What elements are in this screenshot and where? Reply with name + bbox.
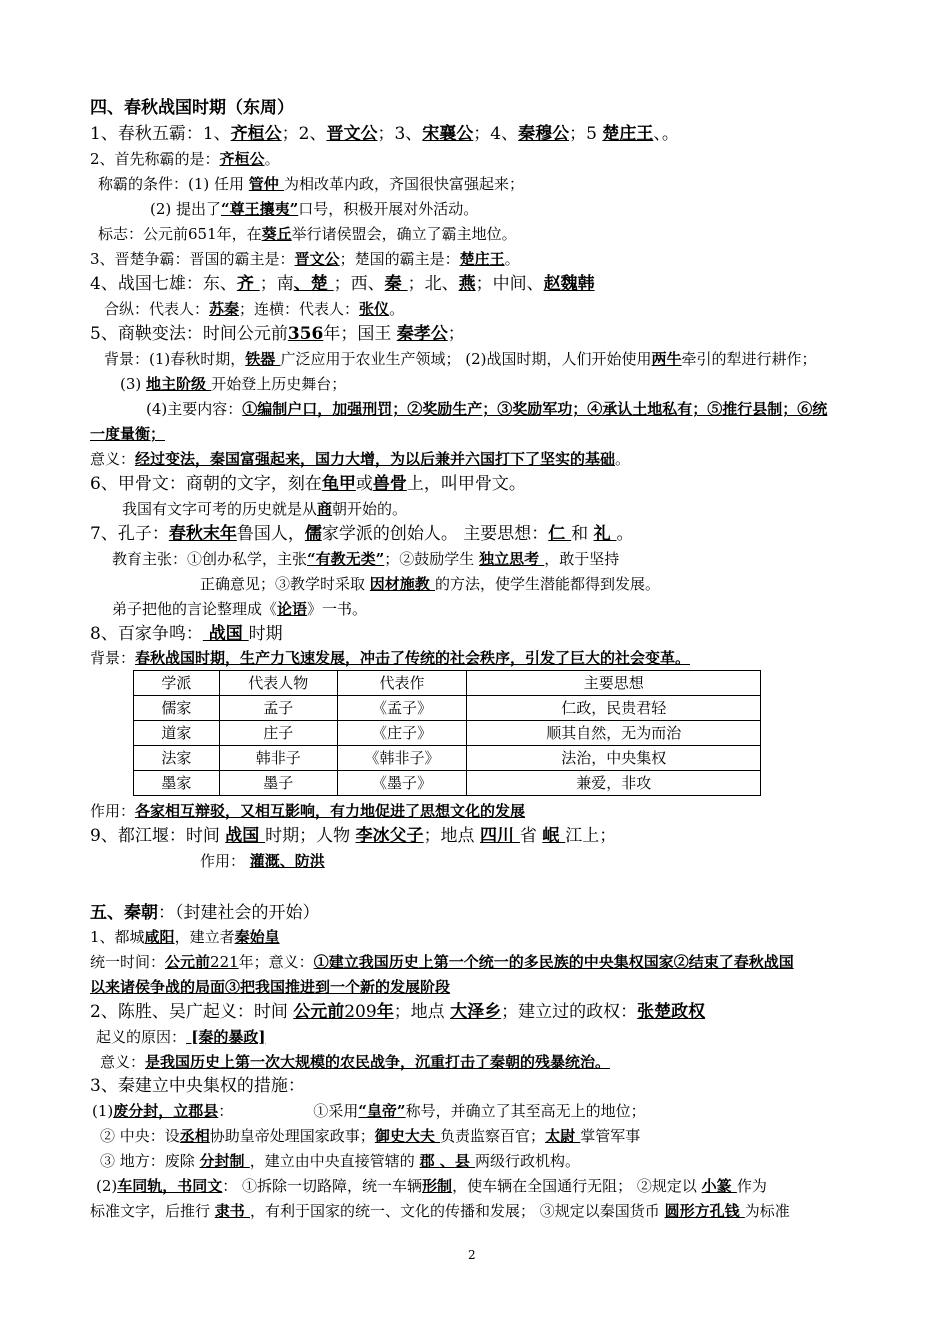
text: 负责监察百官； xyxy=(440,1127,546,1145)
text: 正确意见；③教学时采取 xyxy=(200,575,370,593)
table-header: 代表人物 xyxy=(219,671,337,696)
table-cell: 法治，中央集权 xyxy=(467,746,761,771)
line-standardization-cont xyxy=(90,1201,790,1221)
text: ；5 xyxy=(569,124,603,144)
line-sign xyxy=(98,224,517,244)
answer: 209 xyxy=(344,1002,377,1022)
line-capital xyxy=(90,927,280,947)
answer: 战国 xyxy=(225,826,266,846)
text: 标志：公元前651年，在 xyxy=(98,225,262,243)
line-dujiangyan xyxy=(90,826,616,846)
answer: 圆形方孔钱 xyxy=(664,1202,745,1220)
text: ；连横：代表人： xyxy=(239,300,360,318)
text: 年；意义： xyxy=(238,953,314,971)
table-row xyxy=(134,771,761,796)
text: ；中间、 xyxy=(475,274,544,294)
line-oracle-bone xyxy=(90,474,526,494)
answer: 隶书 xyxy=(214,1202,251,1220)
text: 弟子把他的言论整理成《 xyxy=(112,600,278,618)
text: 时期 xyxy=(248,624,283,644)
text: 口号，积极开展对外活动。 xyxy=(298,200,479,218)
text: 为标准 xyxy=(744,1202,790,1220)
answer: 管仲 xyxy=(248,175,285,193)
text: ；②鼓励学生 xyxy=(384,550,480,568)
answer: 赵魏韩 xyxy=(543,274,595,294)
line-commandery xyxy=(92,1101,646,1121)
text: 朝开始的。 xyxy=(332,500,408,518)
text: 称号，并确立了其至高无上的地位； xyxy=(405,1102,646,1120)
text: 。 xyxy=(616,524,634,544)
table-header: 学派 xyxy=(134,671,220,696)
answer: 春秋战国时期，生产力飞速发展，冲击了传统的社会秩序，引发了巨大的社会变革。 xyxy=(135,649,691,667)
text: ，建立者 xyxy=(174,928,235,946)
table-header: 主要思想 xyxy=(467,671,761,696)
text: ③ 地方：废除 xyxy=(100,1152,200,1170)
text: 作为 xyxy=(736,1177,767,1195)
text: (3) xyxy=(120,375,147,393)
answer: 张仪 xyxy=(359,300,390,318)
table-cell: 墨家 xyxy=(134,771,220,796)
answer: 龟甲 xyxy=(321,474,356,494)
text: 作用： xyxy=(200,852,250,870)
text: 开始登上历史舞台； xyxy=(211,375,347,393)
answer: 齐 xyxy=(236,274,260,294)
text: (2) 提出了 xyxy=(150,200,222,218)
answer: 咸阳 xyxy=(144,928,175,946)
text: ；西、 xyxy=(333,274,385,294)
text: 上，叫甲骨文。 xyxy=(406,474,526,494)
text: 。 xyxy=(504,250,520,268)
answer: 春秋末年 xyxy=(168,524,237,544)
schools-table xyxy=(133,670,761,796)
answer: 地主阶级 xyxy=(146,375,212,393)
answer: 以来诸侯争战的局面③把我国推进到一个新的发展阶段 xyxy=(90,978,451,996)
table-cell: 《韩非子》 xyxy=(337,746,467,771)
text: ①采用 xyxy=(313,1102,359,1120)
table-cell: 法家 xyxy=(134,746,220,771)
text: ；3、 xyxy=(377,124,423,144)
line-uprising-meaning xyxy=(100,1052,610,1072)
text: 意义： xyxy=(90,450,136,468)
text: 9、都江堰：时间 xyxy=(90,826,226,846)
table-cell: 《孟子》 xyxy=(337,696,467,721)
text: 6、甲骨文：商朝的文字，刻在 xyxy=(90,474,322,494)
text: 称霸的条件：(1) 任用 xyxy=(98,175,249,193)
line-hundred-schools xyxy=(90,624,283,644)
answer: 儒 xyxy=(304,524,322,544)
answer: 因材施教 xyxy=(369,575,436,593)
text: 时期；人物 xyxy=(265,826,356,846)
text: 3、秦建立中央集权的措施： xyxy=(90,1076,305,1096)
answer: 县 xyxy=(454,1152,476,1170)
text: 2、陈胜、吴广起义：时间 xyxy=(90,1002,294,1022)
text: 标准文字，后推行 xyxy=(90,1202,215,1220)
table-cell: 《庄子》 xyxy=(337,721,467,746)
table-row xyxy=(134,696,761,721)
line-central-gov xyxy=(100,1126,640,1146)
text: 意义： xyxy=(100,1053,146,1071)
text: 教育主张：①创办私学，主张 xyxy=(112,550,308,568)
answer: “尊王攘夷” xyxy=(221,200,299,218)
answer: 晋文公 xyxy=(294,250,340,268)
answer: 李冰父子 xyxy=(355,826,424,846)
table-cell: 庄子 xyxy=(219,721,337,746)
answer: ①建立我国历史上第一个统一的多民族的中央集权国家②结束了春秋战国 xyxy=(313,953,794,971)
line-conditions xyxy=(98,174,524,194)
text: 省 xyxy=(519,826,543,846)
text: ；南 xyxy=(259,274,294,294)
line-landlord xyxy=(120,374,346,394)
answer: 礼 xyxy=(593,524,617,544)
line-unification-cont xyxy=(90,977,450,997)
answer: ①编制户口，加强刑罚；②奖励生产；③奖励军功；④承认土地私有；⑤推行县制；⑥统 xyxy=(242,400,828,418)
text: 。 xyxy=(264,150,280,168)
section-title: 五、秦朝 xyxy=(90,903,158,923)
line-shang-yang xyxy=(90,324,465,344)
answer: 葵丘 xyxy=(261,225,292,243)
table-header-row xyxy=(134,671,761,696)
text: 1、春秋五霸：1、 xyxy=(90,124,231,144)
line-jin-chu xyxy=(90,249,520,269)
answer: 齐桓公 xyxy=(219,150,265,168)
table-cell: 儒家 xyxy=(134,696,220,721)
text: ： ①拆除一切路障，统一车辆 xyxy=(222,1177,423,1195)
text: 3、晋楚争霸：晋国的霸主是： xyxy=(90,250,295,268)
answer: 年 xyxy=(376,1002,394,1022)
text: ，使车辆在全国通行无阻； ②规定以 xyxy=(452,1177,702,1195)
text: ② 中央：设 xyxy=(100,1127,180,1145)
text: 4、战国七雄：东、 xyxy=(90,274,237,294)
answer: 秦穆公 xyxy=(518,124,570,144)
answer: 两牛 xyxy=(651,350,682,368)
answer: 各家相互辩驳，又相互影响，有力地促进了思想文化的发展 xyxy=(135,802,526,820)
text: 广泛应用于农业生产领域； (2)战国时期，人们开始使用 xyxy=(280,350,652,368)
answer: 秦 xyxy=(384,274,408,294)
answer: 苏秦 xyxy=(209,300,240,318)
answer: 车同轨，书同文 xyxy=(117,1177,223,1195)
answer: 公元前 xyxy=(165,953,211,971)
table-cell: 孟子 xyxy=(219,696,337,721)
answer: 四川 xyxy=(479,826,520,846)
text: 背景： xyxy=(90,649,136,667)
line-seven-states xyxy=(90,274,595,294)
answer: 晋文公 xyxy=(326,124,378,144)
text: ；地点 xyxy=(423,826,480,846)
text: 。 xyxy=(389,300,405,318)
table-cell: 顺其自然，无为而治 xyxy=(467,721,761,746)
answer: 独立思考 xyxy=(479,550,545,568)
text: ；楚国的霸主是： xyxy=(339,250,460,268)
text: 家学派的创始人。 主要思想： xyxy=(321,524,549,544)
line-unification xyxy=(90,952,794,972)
text: 为相改革内政，齐国很快富强起来； xyxy=(284,175,525,193)
answer: 废分封，立郡县 xyxy=(113,1102,219,1120)
answer: 宋襄公 xyxy=(422,124,474,144)
answer: 秦始皇 xyxy=(234,928,280,946)
table-cell: 墨子 xyxy=(219,771,337,796)
line-education-cont xyxy=(200,574,660,594)
answer: 楚庄王 xyxy=(459,250,505,268)
text: 起义的原因： xyxy=(96,1028,187,1046)
answer: 经过变法，秦国富强起来，国力大增，为以后兼并六国打下了坚实的基础 xyxy=(135,450,616,468)
text: 和 xyxy=(571,524,594,544)
answer: 是我国历史上第一次大规模的农民战争，沉重打击了秦朝的残暴统治。 xyxy=(145,1053,611,1071)
answer: 兽骨 xyxy=(372,474,407,494)
text: 作用： xyxy=(90,802,136,820)
text: 牵引的犁进行耕作； xyxy=(681,350,817,368)
answer: 秦孝公 xyxy=(396,324,448,344)
text: 协助皇帝处理国家政事； xyxy=(209,1127,375,1145)
line-confucius xyxy=(90,524,633,544)
answer: 大泽乡 xyxy=(450,1002,502,1022)
table-cell: 道家 xyxy=(134,721,220,746)
line-centralization xyxy=(90,1076,305,1096)
text: ；地点 xyxy=(393,1002,451,1022)
line-analects xyxy=(112,599,367,619)
text: 统一时间： xyxy=(90,953,166,971)
line-local-gov xyxy=(100,1151,580,1171)
answer: 形制 xyxy=(422,1177,453,1195)
text: 鲁国人， xyxy=(236,524,305,544)
answer: 分封制 xyxy=(199,1152,250,1170)
line-schools-effect xyxy=(90,801,525,821)
answer: 燕 xyxy=(458,274,476,294)
text: 》一书。 xyxy=(307,600,368,618)
answer: 小篆 xyxy=(701,1177,737,1195)
line-main-content-cont xyxy=(90,424,165,444)
answer: 张楚政权 xyxy=(637,1002,706,1022)
line-dujiangyan-effect xyxy=(200,851,325,871)
section-heading-qin xyxy=(90,903,320,923)
table-cell: 韩非子 xyxy=(219,746,337,771)
line-slogan xyxy=(150,199,478,219)
line-uprising-cause xyxy=(96,1027,265,1047)
text: 掌管军事 xyxy=(580,1127,641,1145)
text: 的方法，使学生潜能都得到发展。 xyxy=(435,575,661,593)
answer: 岷 xyxy=(542,826,566,846)
text: 。 xyxy=(615,450,631,468)
answer: “有教无类” xyxy=(307,550,385,568)
text: 我国有文字可考的历史就是从 xyxy=(122,500,318,518)
text: ，建立由中央直接管辖的 xyxy=(249,1152,420,1170)
answer: 铁器 xyxy=(245,350,281,368)
text: 举行诸侯盟会，确立了霸主地位。 xyxy=(291,225,517,243)
line-chen-wu xyxy=(90,1002,705,1022)
text: 年；国王 xyxy=(323,324,397,344)
answer: 太尉 xyxy=(545,1127,581,1145)
answer: 、 xyxy=(439,1152,455,1170)
line-shang-history xyxy=(122,499,407,519)
text: ； xyxy=(447,324,465,344)
answer: [秦的暴政] xyxy=(186,1028,266,1046)
table-row xyxy=(134,746,761,771)
text: ；4、 xyxy=(473,124,519,144)
text: 、。 xyxy=(653,124,679,144)
answer: 356 xyxy=(287,324,324,344)
table-cell: 兼爱，非攻 xyxy=(467,771,761,796)
line-main-content xyxy=(146,399,827,419)
text: ，敢于坚持 xyxy=(544,550,620,568)
line-schools-background xyxy=(90,648,690,668)
line-background xyxy=(104,349,817,369)
text: 5、商鞅变法：时间公元前 xyxy=(90,324,288,344)
text: (4)主要内容： xyxy=(146,400,243,418)
text: (2) xyxy=(96,1177,118,1195)
answer: 一度量衡； xyxy=(90,425,166,443)
line-first-hegemon xyxy=(90,149,280,169)
table-cell: 仁政，民贵君轻 xyxy=(467,696,761,721)
text: ；北、 xyxy=(407,274,459,294)
text: 两级行政机构。 xyxy=(475,1152,581,1170)
answer: 、楚 xyxy=(293,274,334,294)
section-subtitle: ：（封建社会的开始） xyxy=(158,903,320,923)
text: 合纵：代表人： xyxy=(104,300,210,318)
line-five-hegemons xyxy=(90,124,679,144)
text: ；建立过的政权： xyxy=(501,1002,638,1022)
text: 或 xyxy=(355,474,373,494)
text: ，有利于国家的统一、文化的传播和发展； ③规定以秦国货币 xyxy=(250,1202,665,1220)
line-standardization xyxy=(96,1176,767,1196)
table-cell: 《墨子》 xyxy=(337,771,467,796)
answer: 仁 xyxy=(548,524,572,544)
answer: 221 xyxy=(210,953,239,971)
line-alliances xyxy=(104,299,404,319)
answer: 楚庄王 xyxy=(602,124,654,144)
text: 江上； xyxy=(565,826,617,846)
line-significance xyxy=(90,449,630,469)
answer: 御史大夫 xyxy=(374,1127,441,1145)
page-number: 2 xyxy=(468,1248,476,1262)
answer: 战国 xyxy=(202,624,249,644)
text: ： xyxy=(218,1102,234,1120)
table-row xyxy=(134,721,761,746)
text: 8、百家争鸣： xyxy=(90,624,203,644)
text: (1) xyxy=(92,1102,114,1120)
table-header: 代表作 xyxy=(337,671,467,696)
answer: 齐桓公 xyxy=(230,124,282,144)
section-title: 四、春秋战国时期（东周） xyxy=(90,98,294,118)
answer: 郡 xyxy=(419,1152,440,1170)
answer: “皇帝” xyxy=(358,1102,406,1120)
text: 7、孔子： xyxy=(90,524,169,544)
text: 1、都城 xyxy=(90,928,145,946)
line-education xyxy=(112,549,619,569)
answer: 商 xyxy=(317,500,333,518)
answer: 灌溉、防洪 xyxy=(249,852,325,870)
answer: 论语 xyxy=(277,600,308,618)
answer: 公元前 xyxy=(293,1002,345,1022)
section-heading-spring-autumn xyxy=(90,98,294,118)
text: 2、首先称霸的是： xyxy=(90,150,220,168)
text: 背景：(1)春秋时期， xyxy=(104,350,246,368)
answer: 丞相 xyxy=(179,1127,210,1145)
text: ；2、 xyxy=(281,124,327,144)
